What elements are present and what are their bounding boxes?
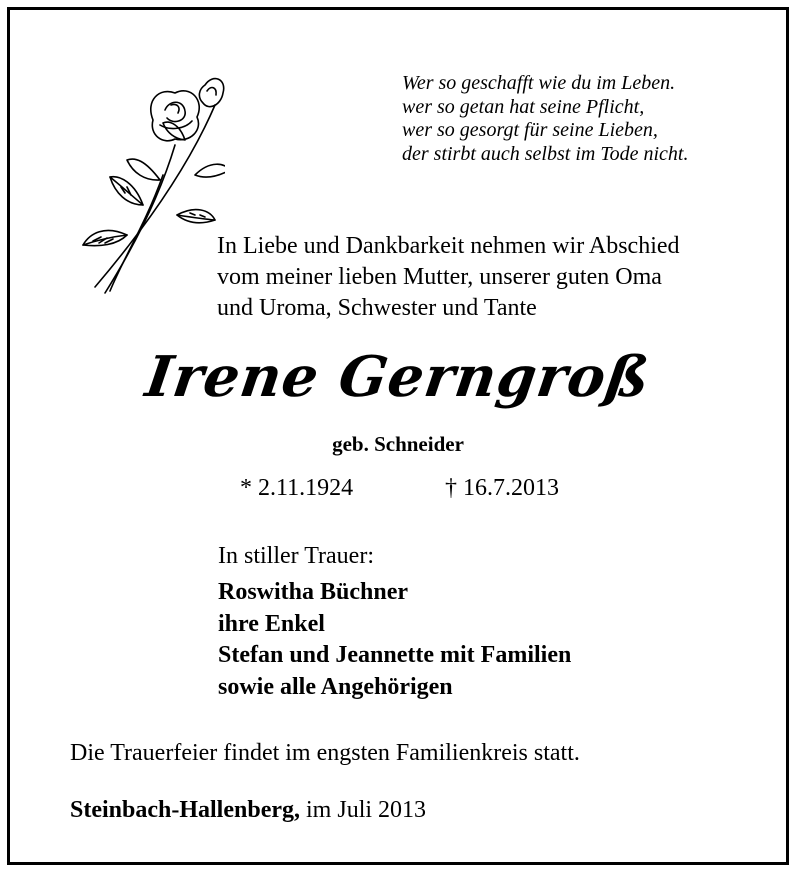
deceased-name: Irene Gerngroß	[141, 344, 655, 410]
intro-line: vom meiner lieben Mutter, unserer guten Oma	[217, 264, 662, 290]
poem-verse	[402, 72, 688, 166]
obituary-frame	[7, 7, 789, 865]
mourner-name: ihre Enkel	[218, 610, 325, 637]
poem-line: wer so gesorgt für seine Lieben,	[402, 119, 658, 141]
poem-line: der stirbt auch selbst im Tode nicht.	[402, 142, 689, 165]
place-name: Steinbach-Hallenberg,	[70, 797, 301, 823]
funeral-note: Die Trauerfeier findet im engsten Familienkreis statt.	[70, 740, 580, 766]
place-date-line	[70, 797, 426, 824]
mourner-name: Roswitha Büchner	[218, 579, 409, 605]
mourners-list	[218, 577, 571, 703]
poem-line: Wer so geschafft wie du im Leben.	[402, 72, 676, 94]
mourning-label: In stiller Trauer:	[218, 543, 374, 569]
poem-line: wer so getan hat seine Pflicht,	[402, 95, 645, 118]
birth-date: * 2.11.1924	[240, 475, 354, 501]
intro-text	[217, 231, 680, 324]
death-date: † 16.7.2013	[445, 475, 559, 501]
mourner-name: sowie alle Angehörigen	[218, 673, 453, 700]
closing-date: im Juli 2013	[306, 797, 427, 823]
intro-line: und Uroma, Schwester und Tante	[217, 295, 537, 321]
mourner-name: Stefan und Jeannette mit Familien	[218, 642, 572, 668]
maiden-name: geb. Schneider	[332, 432, 464, 456]
rose-drawing-icon	[65, 65, 225, 305]
intro-line: In Liebe und Dankbarkeit nehmen wir Abschied	[217, 233, 680, 259]
